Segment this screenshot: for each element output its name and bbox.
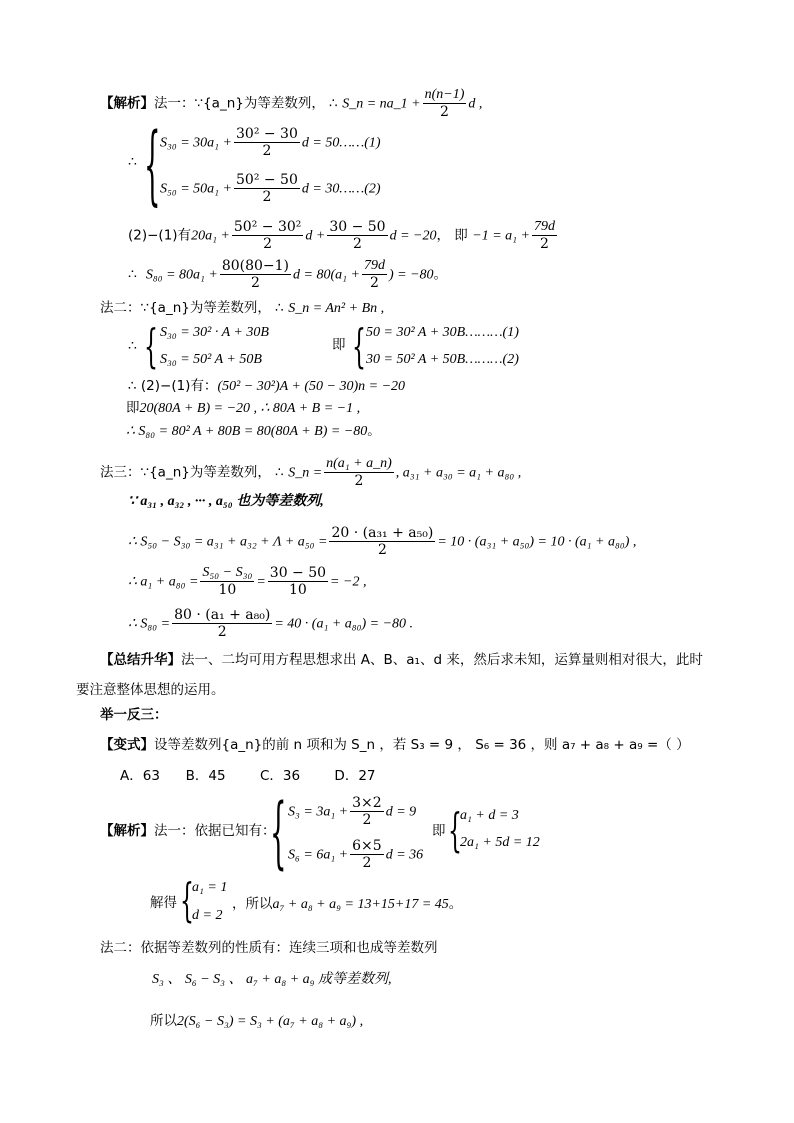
- m3-line5: [128, 607, 413, 640]
- frac-num: 79d: [362, 258, 387, 275]
- frac-num: 30² − 30: [236, 126, 298, 142]
- option-a: A．63: [120, 768, 160, 784]
- frac-den: 2: [440, 104, 449, 121]
- variant-text: 设等差数列{a_n}的前 n 项和为 S_n ，若 S₃ = 9 ， S₆ = 36 ，则 a₇ + a₈ + a₉ =（ ）: [154, 737, 690, 753]
- sol-e2-frac: [350, 838, 384, 871]
- m2-eq1: S₃₀ = 30² · A + 30B: [160, 325, 269, 340]
- l4-c: d = −20: [389, 228, 437, 244]
- system1-eq2: [160, 172, 381, 205]
- m3-a: S_n =: [288, 465, 323, 481]
- frac-num: 50² − 50: [236, 172, 298, 188]
- frac-den: 2: [263, 236, 273, 253]
- option-c: C．36: [259, 768, 301, 784]
- m3-b: , a₃₁ + a₃₀ = a₁ + a₈₀ ,: [395, 465, 522, 481]
- m3-line3: [128, 525, 636, 558]
- l5-c: ) = −80: [388, 267, 434, 283]
- solution-intro: [100, 824, 276, 840]
- solution-label: 【解析】: [100, 823, 154, 839]
- method3-intro: [100, 456, 521, 489]
- brace-2: {: [144, 322, 158, 375]
- m3-l3-b: = 10 · (a₃₁ + a₅₀) = 10 · (a₁ + a₈₀) ,: [437, 534, 637, 550]
- frac-den: 2: [262, 189, 272, 206]
- l5-b: d = 80(a₁ +: [293, 267, 360, 283]
- solution-text: 法一：依据已知有：: [154, 823, 276, 839]
- frac-den: 10: [218, 582, 237, 599]
- method2-intro: [100, 300, 384, 317]
- l4-frac3: [532, 219, 557, 252]
- l5-frac1: [220, 258, 291, 291]
- m3-l2: ∵ a₃₁ , a₃₂ , ··· , a₅₀ 也为等差数列,: [128, 494, 324, 509]
- frac-den: 10: [289, 582, 307, 599]
- frac-num: 79d: [532, 219, 557, 236]
- sol-e1-frac: [350, 795, 384, 828]
- therefore: ∴: [128, 266, 137, 283]
- frac-den: 2: [377, 542, 387, 559]
- variant-line: [100, 738, 690, 754]
- sum-formula-fraction: [423, 87, 467, 120]
- m3-l5-a: ∴ S₈₀ =: [128, 616, 171, 632]
- analysis-label: 【解析】: [100, 95, 154, 112]
- m2b-l3-pre: 所以: [150, 1013, 177, 1029]
- summary-label: 【总结升华】: [100, 652, 181, 668]
- brace-3: {: [352, 322, 366, 375]
- brace-6: {: [180, 876, 194, 929]
- frac-den: 2: [353, 236, 362, 253]
- m2b-line2: S₃ 、 S₆ − S₃ 、 a₇ + a₈ + a₉ 成等差数列,: [152, 972, 392, 987]
- solve-pre: 解得: [150, 895, 177, 911]
- section-title: 举一反三：: [100, 707, 168, 723]
- frac-num: 30 − 50: [269, 565, 327, 581]
- sol-e2-b: d = 36: [385, 847, 424, 863]
- m2-l4: 20(80A + B) = −20 , ∴ 80A + B = −1 ,: [139, 401, 361, 416]
- sol-e1-b: d = 9: [385, 804, 417, 820]
- l4-a: 20a₁ +: [191, 228, 230, 244]
- sol-ji: 即: [432, 823, 446, 839]
- eq1-right: d = 50……(1): [301, 135, 381, 151]
- frac-num: 3×2: [352, 795, 382, 811]
- m2-line4: [126, 400, 360, 417]
- sol-e2-a: S₆ = 6a₁ +: [288, 847, 349, 863]
- brace-1: {: [144, 118, 161, 217]
- m2-l3: (50² − 30²)A + (50 − 30)n = −20: [217, 379, 406, 394]
- m3-l4-a: ∴ a₁ + a₈₀ =: [128, 574, 199, 590]
- frac-den: 2: [262, 143, 272, 160]
- sum-formula-lhs: S_n = na_1 +: [342, 96, 421, 112]
- m2b-line3: [150, 1013, 363, 1030]
- l4-d: −1 = a₁ +: [472, 228, 530, 244]
- m2-l3-pre: ∴ (2)−(1)有：: [128, 378, 218, 394]
- frac-den: 2: [370, 275, 379, 292]
- frac-num: 6×5: [352, 838, 382, 854]
- s80-line-1: [128, 258, 447, 291]
- m2-text: 法二：∵{a_n}为等差数列， ∴: [100, 300, 284, 316]
- subtraction-line: [128, 219, 559, 252]
- m3-l3-frac: [329, 525, 435, 558]
- frac-den: 2: [540, 236, 549, 253]
- frac-num: 80 · (a₁ + a₈₀): [174, 607, 271, 623]
- frac-num: S₅₀ − S₃₀: [200, 565, 254, 582]
- m2-formula: S_n = An² + Bn ,: [288, 301, 385, 316]
- m2-l5: ∴ S₈₀ = 80² A + 80B = 80(80A + B) = −80: [126, 424, 368, 439]
- sol-eq4: 2a₁ + 5d = 12: [460, 835, 540, 850]
- solve-eq1: a₁ = 1: [192, 880, 228, 895]
- frac-den: 2: [217, 624, 227, 641]
- l5-end: 。: [433, 266, 448, 283]
- frac-num: 30 − 50: [329, 219, 386, 235]
- system1-eq1: [160, 126, 381, 159]
- m2-line3: [128, 378, 405, 395]
- l5-a: S₈₀ = 80a₁ +: [145, 267, 218, 283]
- m2b-l3: 2(S₆ − S₃) = S₃ + (a₇ + a₈ + a₉) ,: [177, 1014, 364, 1029]
- m3-l3-a: ∴ S₅₀ − S₃₀ = a₃₁ + a₃₂ + Λ + a₅₀ =: [128, 534, 328, 550]
- frac-den: 2: [354, 473, 364, 490]
- solve-eq2: d = 2: [192, 908, 223, 923]
- therefore-2: ∴: [128, 338, 137, 354]
- frac-num: 20 · (a₃₁ + a₅₀): [331, 525, 434, 541]
- option-b: B．45: [185, 768, 226, 784]
- summary-text-1: 法一、二均可用方程思想求出 A、B、a₁、d 来，然后求未知，运算量则相对很大，此时: [181, 652, 703, 668]
- method1-intro: 法一：∵{a_n}为等差数列， ∴: [154, 95, 338, 112]
- m2-eq4: 30 = 50² A + 50B………(2): [366, 352, 519, 367]
- solve-post: ，所以: [232, 896, 273, 912]
- frac-num: 50² − 30²: [233, 219, 302, 235]
- sol-eq1: [288, 795, 416, 828]
- solve-result: [232, 896, 462, 913]
- m3-text: 法三：∵{a_n}为等差数列， ∴: [100, 464, 284, 481]
- sol-eq2: [288, 838, 423, 871]
- l4-b: d +: [305, 228, 326, 244]
- sum-formula-tail: d ,: [468, 96, 483, 112]
- summary-line-2: 要注意整体思想的运用。: [76, 682, 225, 698]
- frac-den: 2: [250, 275, 260, 292]
- l4-sep: ， 即: [436, 227, 468, 244]
- solve-formula: a₇ + a₈ + a₉ = 13+15+17 = 45: [272, 897, 449, 912]
- summary-line-1: [100, 653, 703, 669]
- brace-4: {: [270, 790, 287, 880]
- m3-frac: [324, 456, 394, 489]
- l5-frac2: [362, 258, 387, 291]
- eq2-right: d = 30……(2): [301, 181, 381, 197]
- frac-num: 80(80−1): [221, 258, 290, 274]
- m3-l4-frac1: [200, 565, 254, 598]
- m3-line2: [128, 493, 324, 510]
- therefore-1: ∴: [128, 154, 137, 170]
- m3-line4: [128, 565, 366, 598]
- m2-eq3: 50 = 30² A + 30B………(1): [366, 325, 519, 340]
- m3-l4-b: = −2 ,: [330, 574, 367, 590]
- frac-den: 2: [362, 855, 372, 872]
- m3-l5-frac: [172, 607, 272, 640]
- eq2-frac: [234, 172, 300, 205]
- m2-l5-end: 。: [367, 423, 381, 439]
- m3-l4-eq: =: [256, 574, 266, 590]
- option-d: D．27: [334, 768, 376, 784]
- variant-label: 【变式】: [100, 737, 154, 753]
- eq2-left: S₅₀ = 50a₁ +: [160, 181, 232, 197]
- l4-pre: (2)−(1)有: [128, 227, 192, 244]
- analysis-line-1: [100, 87, 482, 120]
- brace-5: {: [448, 806, 462, 859]
- frac-num: n(a₁ + a_n): [324, 456, 394, 473]
- eq1-left: S₃₀ = 30a₁ +: [160, 135, 232, 151]
- frac-den: 2: [362, 812, 372, 829]
- l4-frac2: [327, 219, 387, 252]
- m2b-intro: 法二：依据等差数列的性质有：连续三项和也成等差数列: [100, 940, 438, 956]
- m2-ji: 即: [332, 337, 346, 353]
- l4-frac1: [232, 219, 303, 252]
- m3-l4-frac2: [268, 565, 328, 598]
- m3-l5-b: = 40 · (a₁ + a₈₀) = −80 .: [274, 616, 414, 632]
- eq1-frac: [234, 126, 300, 159]
- frac-num: n(n−1): [423, 87, 467, 104]
- options-line: [120, 769, 376, 785]
- solve-end: 。: [448, 896, 463, 912]
- sol-e1-a: S₃ = 3a₁ +: [288, 804, 349, 820]
- m2-l4-pre: 即: [126, 400, 140, 416]
- sol-eq3: a₁ + d = 3: [460, 808, 519, 823]
- m2-line5: [126, 423, 381, 440]
- m2-eq2: S₃₀ = 50² A + 50B: [160, 352, 262, 367]
